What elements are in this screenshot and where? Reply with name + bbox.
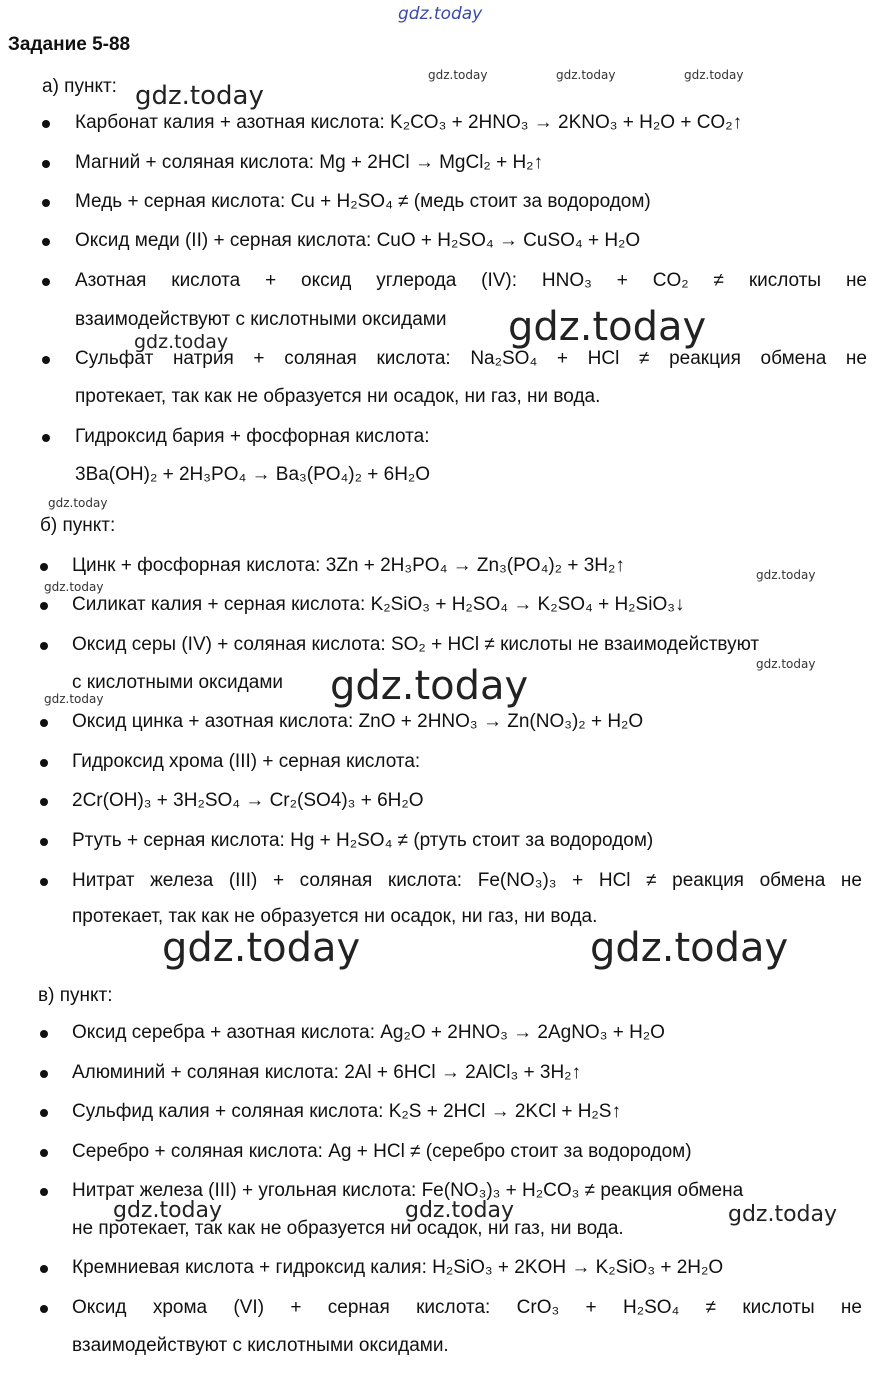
header-watermark: gdz.today [398, 4, 483, 24]
watermark: gdz.today [556, 68, 616, 82]
page-title: Задание 5-88 [8, 34, 131, 55]
list-item: Ртуть + серная кислота: Hg + H₂SO₄ ≠ (ртуть стоит за водородом) [72, 830, 654, 851]
list-item: Оксид серы (IV) + соляная кислота: SO₂ + HCl ≠ кислоты не взаимодействуют [72, 634, 760, 655]
watermark: gdz.today [728, 1202, 838, 1227]
list-item-continuation: с кислотными оксидами [72, 672, 283, 693]
list-item: Магний + соляная кислота: Mg + 2HCl → MgCl₂ + H₂↑ [75, 152, 544, 173]
bullet [40, 1188, 48, 1196]
bullet [40, 1030, 48, 1038]
bullet [40, 1305, 48, 1313]
bullet [42, 120, 50, 128]
section-b-label: б) пункт: [40, 515, 116, 536]
bullet [42, 356, 50, 364]
watermark: gdz.today [756, 568, 816, 582]
list-item: Сульфид калия + соляная кислота: K₂S + 2HCl → 2KCl + H₂S↑ [72, 1101, 621, 1122]
watermark: gdz.today [756, 657, 816, 671]
watermark: gdz.today [428, 68, 488, 82]
list-item: Нитрат железа (III) + соляная кислота: Fe(NO₃)₃ + HCl ≠ реакция обмена не [72, 870, 862, 891]
bullet [40, 1149, 48, 1157]
list-item: Силикат калия + серная кислота: K₂SiO₃ + H₂SO₄ → K₂SO₄ + H₂SiO₃↓ [72, 594, 685, 615]
watermark: gdz.today [113, 1198, 223, 1223]
list-item: Азотная кислота + оксид углерода (IV): HNO₃ + CO₂ ≠ кислоты не [75, 270, 867, 291]
list-item: Сульфат натрия + соляная кислота: Na₂SO₄ + HCl ≠ реакция обмена не [75, 348, 867, 369]
bullet [40, 838, 48, 846]
watermark: gdz.today [508, 304, 707, 350]
list-item: Карбонат калия + азотная кислота: K₂CO₃ + 2HNO₃ → 2KNO₃ + H₂O + CO₂↑ [75, 112, 743, 133]
bullet [40, 602, 48, 610]
list-item: Оксид цинка + азотная кислота: ZnO + 2HNO₃ → Zn(NO₃)₂ + H₂O [72, 711, 644, 732]
watermark: gdz.today [44, 692, 104, 706]
watermark: gdz.today [405, 1198, 515, 1223]
watermark: gdz.today [162, 925, 361, 971]
bullet [42, 160, 50, 168]
list-item: Гидроксид хрома (III) + серная кислота: [72, 751, 421, 772]
watermark: gdz.today [330, 663, 529, 709]
bullet [40, 642, 48, 650]
bullet [40, 719, 48, 727]
list-item: Нитрат железа (III) + угольная кислота: Fe(NO₃)₃ + H₂CO₃ ≠ реакция обмена [72, 1180, 744, 1201]
watermark: gdz.today [684, 68, 744, 82]
list-item: Гидроксид бария + фосфорная кислота: [75, 426, 430, 447]
watermark: gdz.today [44, 580, 104, 594]
bullet [40, 1070, 48, 1078]
list-item-continuation: не протекает, так как не образуется ни осадок, ни газ, ни вода. [72, 1218, 624, 1239]
list-item: Серебро + соляная кислота: Ag + HCl ≠ (серебро стоит за водородом) [72, 1141, 692, 1162]
bullet [40, 563, 48, 571]
watermark: gdz.today [134, 331, 229, 353]
section-a-label: а) пункт: [42, 76, 117, 97]
bullet [42, 238, 50, 246]
list-item: Цинк + фосфорная кислота: 3Zn + 2H₃PO₄ → Zn₃(PO₄)₂ + 3H₂↑ [72, 555, 625, 576]
list-item: Оксид хрома (VI) + серная кислота: CrO₃ + H₂SO₄ ≠ кислоты не [72, 1297, 862, 1318]
bullet [40, 1109, 48, 1117]
bullet [42, 434, 50, 442]
bullet [40, 759, 48, 767]
list-item: Оксид меди (II) + серная кислота: CuO + H₂SO₄ → CuSO₄ + H₂O [75, 230, 641, 251]
watermark: gdz.today [590, 925, 789, 971]
section-c-label: в) пункт: [38, 985, 113, 1006]
equation-line: 3Ba(OH)₂ + 2H₃PO₄ → Ba₃(PO₄)₂ + 6H₂O [75, 464, 431, 485]
watermark: gdz.today [48, 496, 108, 510]
list-item-continuation: взаимодействуют с кислотными оксидами [75, 309, 447, 330]
list-item-continuation: взаимодействуют с кислотными оксидами. [72, 1335, 449, 1356]
bullet [40, 1265, 48, 1273]
list-item-continuation: протекает, так как не образуется ни осадок, ни газ, ни вода. [72, 906, 598, 927]
bullet [42, 278, 50, 286]
list-item: Медь + серная кислота: Cu + H₂SO₄ ≠ (медь стоит за водородом) [75, 191, 651, 212]
list-item: Кремниевая кислота + гидроксид калия: H₂SiO₃ + 2KOH → K₂SiO₃ + 2H₂O [72, 1257, 724, 1278]
list-item: Алюминий + соляная кислота: 2Al + 6HCl → 2AlCl₃ + 3H₂↑ [72, 1062, 582, 1083]
list-item: 2Cr(OH)₃ + 3H₂SO₄ → Cr₂(SO4)₃ + 6H₂O [72, 790, 424, 811]
bullet [42, 199, 50, 207]
list-item: Оксид серебра + азотная кислота: Ag₂O + 2HNO₃ → 2AgNO₃ + H₂O [72, 1022, 665, 1043]
bullet [40, 798, 48, 806]
watermark: gdz.today [135, 81, 264, 111]
bullet [40, 878, 48, 886]
list-item-continuation: протекает, так как не образуется ни осадок, ни газ, ни вода. [75, 386, 601, 407]
